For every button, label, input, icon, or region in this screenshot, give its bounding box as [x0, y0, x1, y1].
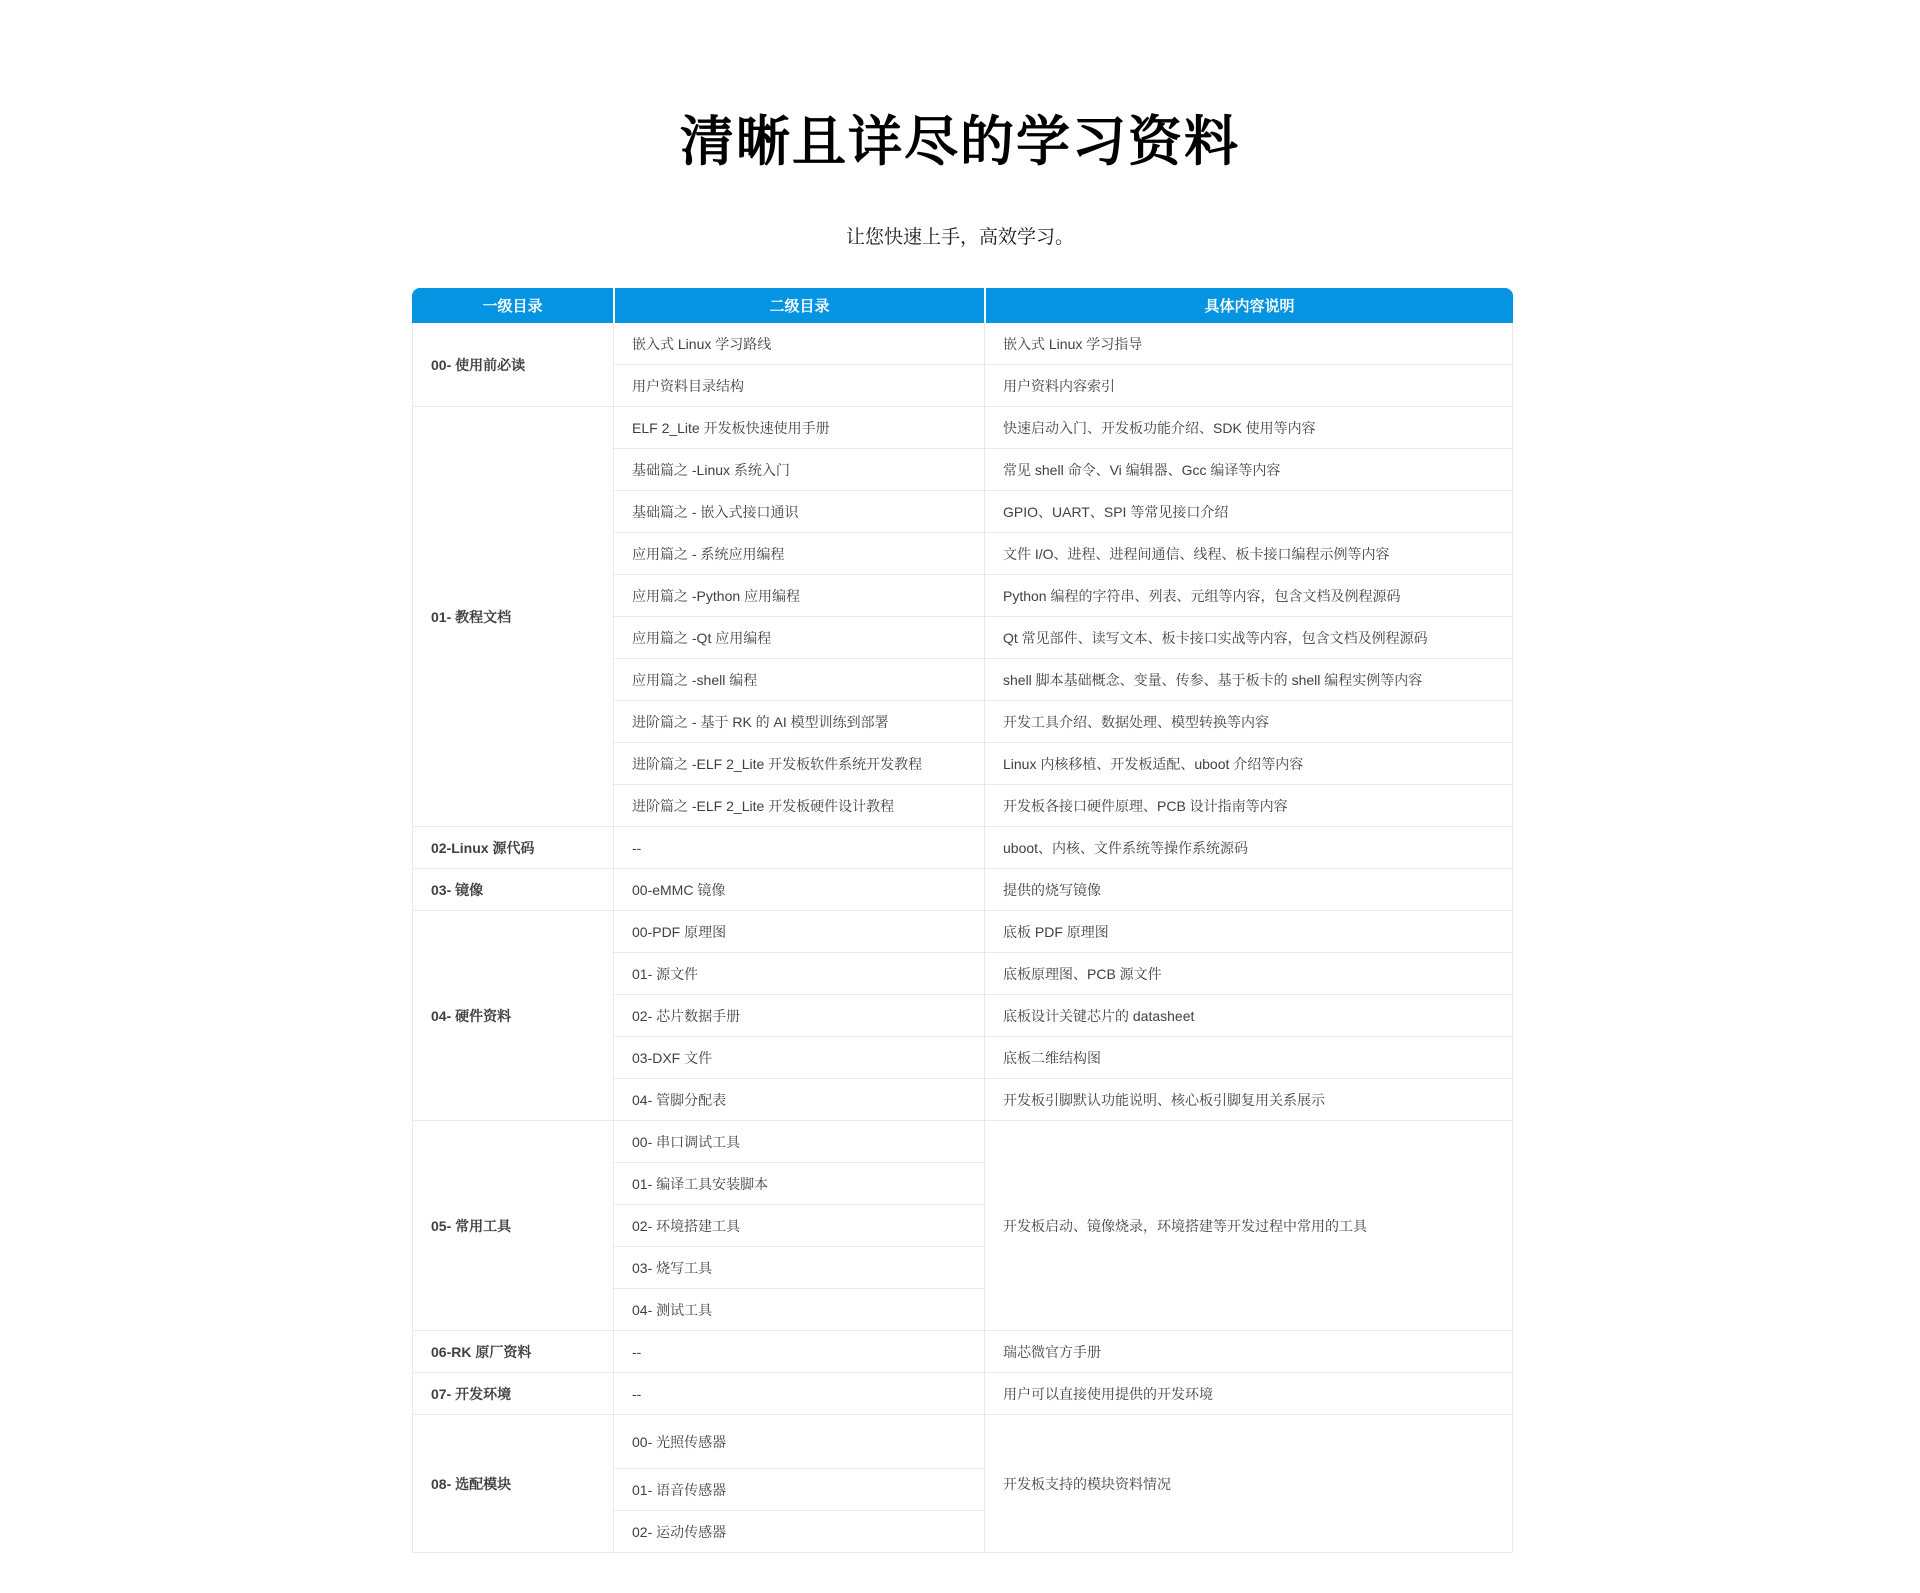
desc-cell: 嵌入式 Linux 学习指导 — [984, 323, 1513, 365]
desc-cell: 瑞芯微官方手册 — [984, 1331, 1513, 1373]
level2-cell: 00-PDF 原理图 — [613, 911, 984, 953]
header-cell-desc: 具体内容说明 — [984, 288, 1513, 323]
level2-cell: 00- 光照传感器 — [613, 1415, 984, 1469]
level1-cell: 06-RK 原厂资料 — [412, 1331, 613, 1373]
desc-cell: 开发板引脚默认功能说明、核心板引脚复用关系展示 — [984, 1079, 1513, 1121]
table-row — [412, 827, 1513, 869]
level2-cell: 应用篇之 -Qt 应用编程 — [613, 617, 984, 659]
level2-cell: 进阶篇之 -ELF 2_Lite 开发板软件系统开发教程 — [613, 743, 984, 785]
level2-cell: 进阶篇之 - 基于 RK 的 AI 模型训练到部署 — [613, 701, 984, 743]
level2-cell: -- — [613, 1331, 984, 1373]
desc-cell: 用户可以直接使用提供的开发环境 — [984, 1373, 1513, 1415]
table-row — [412, 1415, 1513, 1469]
level2-cell: -- — [613, 827, 984, 869]
level1-cell: 01- 教程文档 — [412, 407, 613, 827]
level2-cell: 04- 测试工具 — [613, 1289, 984, 1331]
desc-cell: 文件 I/O、进程、进程间通信、线程、板卡接口编程示例等内容 — [984, 533, 1513, 575]
learning-materials-table — [412, 288, 1513, 1553]
page-title: 清晰且详尽的学习资料 — [680, 112, 1240, 172]
level2-cell: 进阶篇之 -ELF 2_Lite 开发板硬件设计教程 — [613, 785, 984, 827]
table-row — [412, 1121, 1513, 1163]
level2-cell: 02- 运动传感器 — [613, 1511, 984, 1553]
level1-cell: 08- 选配模块 — [412, 1415, 613, 1553]
level2-cell: 嵌入式 Linux 学习路线 — [613, 323, 984, 365]
desc-cell: 开发板各接口硬件原理、PCB 设计指南等内容 — [984, 785, 1513, 827]
desc-cell: 快速启动入门、开发板功能介绍、SDK 使用等内容 — [984, 407, 1513, 449]
page-subtitle: 让您快速上手，高效学习。 — [845, 226, 1074, 248]
desc-cell: 底板设计关键芯片的 datasheet — [984, 995, 1513, 1037]
table-header-row — [412, 288, 1513, 323]
desc-cell: 常见 shell 命令、Vi 编辑器、Gcc 编译等内容 — [984, 449, 1513, 491]
level1-cell: 04- 硬件资料 — [412, 911, 613, 1121]
level2-cell: 应用篇之 -Python 应用编程 — [613, 575, 984, 617]
level1-cell: 05- 常用工具 — [412, 1121, 613, 1331]
desc-cell: 提供的烧写镜像 — [984, 869, 1513, 911]
desc-cell: Qt 常见部件、读写文本、板卡接口实战等内容，包含文档及例程源码 — [984, 617, 1513, 659]
level2-cell: 03-DXF 文件 — [613, 1037, 984, 1079]
table-row — [412, 407, 1513, 449]
level1-cell: 03- 镜像 — [412, 869, 613, 911]
level2-cell: -- — [613, 1373, 984, 1415]
desc-cell: Linux 内核移植、开发板适配、uboot 介绍等内容 — [984, 743, 1513, 785]
level2-cell: 应用篇之 - 系统应用编程 — [613, 533, 984, 575]
table-row — [412, 1331, 1513, 1373]
level1-cell: 02-Linux 源代码 — [412, 827, 613, 869]
desc-cell: 底板二维结构图 — [984, 1037, 1513, 1079]
level2-cell: 基础篇之 - 嵌入式接口通识 — [613, 491, 984, 533]
level2-cell: 01- 语音传感器 — [613, 1469, 984, 1511]
level2-cell: 应用篇之 -shell 编程 — [613, 659, 984, 701]
desc-cell: 用户资料内容索引 — [984, 365, 1513, 407]
desc-cell: uboot、内核、文件系统等操作系统源码 — [984, 827, 1513, 869]
desc-cell: 底板原理图、PCB 源文件 — [984, 953, 1513, 995]
level2-cell: ELF 2_Lite 开发板快速使用手册 — [613, 407, 984, 449]
level2-cell: 04- 管脚分配表 — [613, 1079, 984, 1121]
level2-cell: 00-eMMC 镜像 — [613, 869, 984, 911]
level2-cell: 01- 编译工具安装脚本 — [613, 1163, 984, 1205]
table-row — [412, 911, 1513, 953]
level1-cell: 00- 使用前必读 — [412, 323, 613, 407]
header-cell-level1: 一级目录 — [412, 288, 613, 323]
desc-cell: 底板 PDF 原理图 — [984, 911, 1513, 953]
desc-cell: GPIO、UART、SPI 等常见接口介绍 — [984, 491, 1513, 533]
header-cell-level2: 二级目录 — [613, 288, 984, 323]
level2-cell: 01- 源文件 — [613, 953, 984, 995]
table-row — [412, 869, 1513, 911]
level1-cell: 07- 开发环境 — [412, 1373, 613, 1415]
level2-cell: 用户资料目录结构 — [613, 365, 984, 407]
level2-cell: 03- 烧写工具 — [613, 1247, 984, 1289]
level2-cell: 00- 串口调试工具 — [613, 1121, 984, 1163]
desc-cell: Python 编程的字符串、列表、元组等内容，包含文档及例程源码 — [984, 575, 1513, 617]
table-row — [412, 1373, 1513, 1415]
table-row — [412, 323, 1513, 365]
desc-cell: shell 脚本基础概念、变量、传参、基于板卡的 shell 编程实例等内容 — [984, 659, 1513, 701]
level2-cell: 02- 芯片数据手册 — [613, 995, 984, 1037]
level2-cell: 02- 环境搭建工具 — [613, 1205, 984, 1247]
level2-cell: 基础篇之 -Linux 系统入门 — [613, 449, 984, 491]
desc-cell: 开发板启动、镜像烧录，环境搭建等开发过程中常用的工具 — [984, 1121, 1513, 1331]
desc-cell: 开发板支持的模块资料情况 — [984, 1415, 1513, 1553]
desc-cell: 开发工具介绍、数据处理、模型转换等内容 — [984, 701, 1513, 743]
